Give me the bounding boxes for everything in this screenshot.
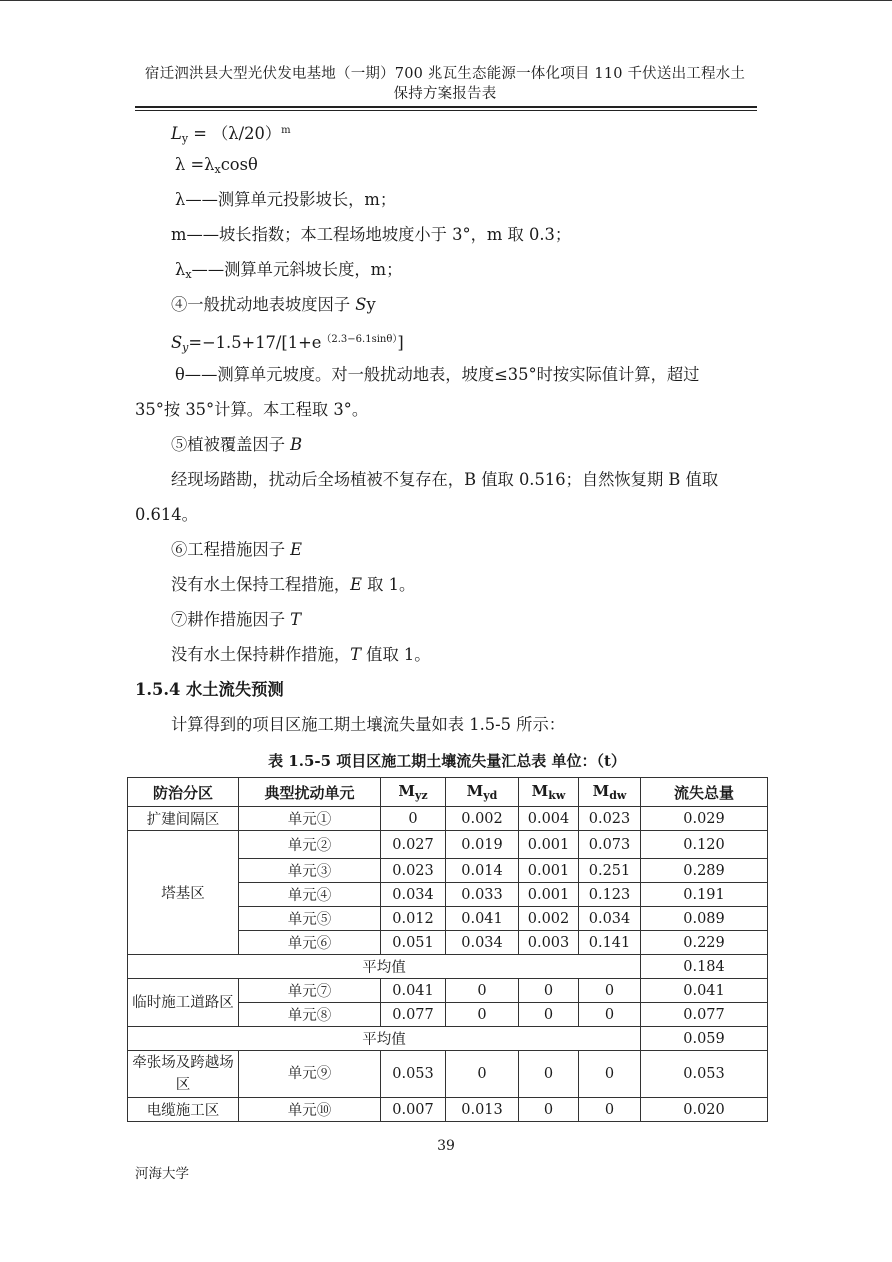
formula-ly: $L_y = (\lambda/20)^m$ xyxy=(171,124,291,145)
myz-cell: 0.023 xyxy=(381,859,446,883)
mdw-cell: 0.141 xyxy=(579,931,641,955)
soil-loss-table xyxy=(127,777,768,1122)
t-text: 没有水土保持耕作措施，T 值取 1。 xyxy=(171,645,431,664)
average-value-road: 0.059 xyxy=(641,1027,768,1051)
unit-cell: 单元⑩ xyxy=(239,1098,381,1122)
header-mkw: $M_{kw}$ xyxy=(519,778,579,807)
mdw-cell: 0 xyxy=(579,1051,641,1098)
myz-cell: 0.027 xyxy=(381,831,446,859)
total-cell: 0.120 xyxy=(641,831,768,859)
table-row xyxy=(128,831,768,859)
mkw-cell: 0.002 xyxy=(519,907,579,931)
mdw-cell: 0.034 xyxy=(579,907,641,931)
header-line-2: 保持方案报告表 xyxy=(393,86,497,102)
header-total: 流失总量 xyxy=(641,778,768,807)
def-m: m——坡长指数；本工程场地坡度小于 3°，m 取 0.3； xyxy=(171,225,572,244)
average-value-tower: 0.184 xyxy=(641,955,768,979)
mdw-cell: 0.023 xyxy=(579,807,641,831)
e-text: 没有水土保持工程措施，E 取 1。 xyxy=(171,575,416,594)
header-zone: 防治分区 xyxy=(128,778,239,807)
footer-institution: 河海大学 xyxy=(135,1166,189,1182)
myd-cell: 0.019 xyxy=(446,831,519,859)
average-label: 平均值 xyxy=(128,1027,641,1051)
mkw-cell: 0.001 xyxy=(519,831,579,859)
myz-cell: 0.034 xyxy=(381,883,446,907)
mkw-cell: 0.001 xyxy=(519,859,579,883)
mkw-cell: 0.004 xyxy=(519,807,579,831)
unit-cell: 单元⑥ xyxy=(239,931,381,955)
total-cell: 0.041 xyxy=(641,979,768,1003)
item-5-vegetation-factor: ⑤植被覆盖因子 B xyxy=(171,435,303,454)
mdw-cell: 0.251 xyxy=(579,859,641,883)
header-line-1: 宿迁泗洪县大型光伏发电基地（一期）700 兆瓦生态能源一体化项目 110 千伏送出工程水土 xyxy=(144,66,746,82)
average-row xyxy=(128,955,768,979)
header-rule-thin xyxy=(135,110,757,111)
mkw-cell: 0.003 xyxy=(519,931,579,955)
mkw-cell: 0 xyxy=(519,1003,579,1027)
unit-cell: 单元⑨ xyxy=(239,1051,381,1098)
mdw-cell: 0 xyxy=(579,979,641,1003)
table-header-row xyxy=(128,778,768,807)
mdw-cell: 0 xyxy=(579,1098,641,1122)
item-4-slope-factor: ④一般扰动地表坡度因子 Sy xyxy=(171,295,376,314)
total-cell: 0.191 xyxy=(641,883,768,907)
total-cell: 0.053 xyxy=(641,1051,768,1098)
mkw-cell: 0.001 xyxy=(519,883,579,907)
myd-cell: 0.014 xyxy=(446,859,519,883)
formula-sy: $S_y=-1.5+17/[1+e^{(2.3-6.1sin\theta)}]$ xyxy=(171,333,404,354)
table-intro: 计算得到的项目区施工期土壤流失量如表 1.5-5 所示： xyxy=(171,715,566,734)
myz-cell: 0.012 xyxy=(381,907,446,931)
myd-cell: 0 xyxy=(446,1051,519,1098)
total-cell: 0.229 xyxy=(641,931,768,955)
table-row xyxy=(128,979,768,1003)
header-mdw: $M_{dw}$ xyxy=(579,778,641,807)
myd-cell: 0.033 xyxy=(446,883,519,907)
myd-cell: 0.002 xyxy=(446,807,519,831)
myd-cell: 0.034 xyxy=(446,931,519,955)
def-lambda: λ——测算单元投影坡长，m； xyxy=(175,190,397,209)
myz-cell: 0.077 xyxy=(381,1003,446,1027)
unit-cell: 单元⑧ xyxy=(239,1003,381,1027)
b-text-line-2: 0.614。 xyxy=(135,505,198,524)
header-unit: 典型扰动单元 xyxy=(239,778,381,807)
top-border xyxy=(0,0,892,1)
unit-cell: 单元③ xyxy=(239,859,381,883)
myd-cell: 0 xyxy=(446,979,519,1003)
myd-cell: 0.013 xyxy=(446,1098,519,1122)
zone-cell: 临时施工道路区 xyxy=(128,979,239,1027)
table-row xyxy=(128,807,768,831)
page-header xyxy=(130,64,760,104)
page-number: 39 xyxy=(437,1138,455,1154)
unit-cell: 单元⑤ xyxy=(239,907,381,931)
item-6-engineering-factor: ⑥工程措施因子 E xyxy=(171,540,303,559)
b-text-line-1: 经现场踏勘，扰动后全场植被不复存在，B 值取 0.516；自然恢复期 B 值取 xyxy=(171,470,719,489)
total-cell: 0.029 xyxy=(641,807,768,831)
zone-cell: 电缆施工区 xyxy=(128,1098,239,1122)
mdw-cell: 0 xyxy=(579,1003,641,1027)
total-cell: 0.289 xyxy=(641,859,768,883)
def-lambda-x: $\lambda_x——$测算单元斜坡长度，m； xyxy=(175,260,403,281)
unit-cell: 单元④ xyxy=(239,883,381,907)
myz-cell: 0.051 xyxy=(381,931,446,955)
section-heading: 1.5.4 水土流失预测 xyxy=(135,680,284,699)
unit-cell: 单元⑦ xyxy=(239,979,381,1003)
table-row xyxy=(128,1098,768,1122)
mkw-cell: 0 xyxy=(519,1051,579,1098)
mdw-cell: 0.073 xyxy=(579,831,641,859)
myz-cell: 0.053 xyxy=(381,1051,446,1098)
average-label: 平均值 xyxy=(128,955,641,979)
header-myz: $M_{yz}$ xyxy=(381,778,446,807)
mkw-cell: 0 xyxy=(519,1098,579,1122)
unit-cell: 单元② xyxy=(239,831,381,859)
formula-lambda: $\lambda =\lambda_x\cos\theta$ xyxy=(175,155,258,176)
myd-cell: 0 xyxy=(446,1003,519,1027)
unit-cell: 单元① xyxy=(239,807,381,831)
mdw-cell: 0.123 xyxy=(579,883,641,907)
def-theta-line-1: θ——测算单元坡度。对一般扰动地表，坡度≤35°时按实际值计算，超过 xyxy=(175,365,700,384)
zone-cell: 扩建间隔区 xyxy=(128,807,239,831)
table-row xyxy=(128,1051,768,1098)
total-cell: 0.089 xyxy=(641,907,768,931)
total-cell: 0.077 xyxy=(641,1003,768,1027)
myz-cell: 0.007 xyxy=(381,1098,446,1122)
header-myd: $M_{yd}$ xyxy=(446,778,519,807)
average-row xyxy=(128,1027,768,1051)
total-cell: 0.020 xyxy=(641,1098,768,1122)
myz-cell: 0 xyxy=(381,807,446,831)
header-rule-thick xyxy=(135,106,757,108)
def-theta-line-2: 35°按 35°计算。本工程取 3°。 xyxy=(135,400,369,419)
myz-cell: 0.041 xyxy=(381,979,446,1003)
mkw-cell: 0 xyxy=(519,979,579,1003)
zone-cell: 塔基区 xyxy=(128,831,239,955)
zone-cell: 牵张场及跨越场区 xyxy=(128,1051,239,1098)
table-caption: 表 1.5-5 项目区施工期土壤流失量汇总表 单位：（t） xyxy=(268,752,626,770)
item-7-tillage-factor: ⑦耕作措施因子 T xyxy=(171,610,302,629)
myd-cell: 0.041 xyxy=(446,907,519,931)
